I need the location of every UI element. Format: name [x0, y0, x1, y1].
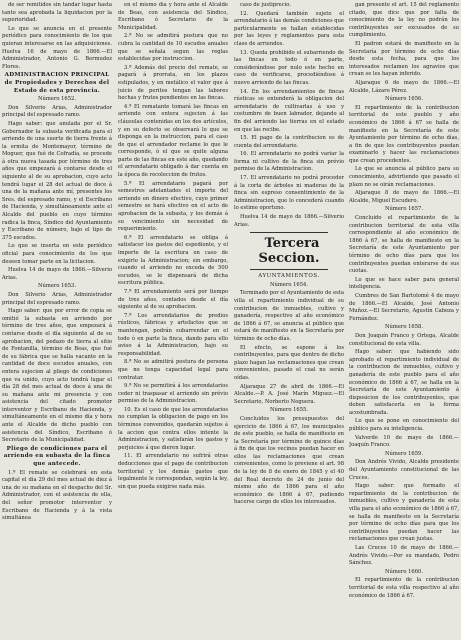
paragraph: caso de justiprecio. [240, 2, 291, 8]
paragraph: 15. El pago de la contribucion es de cuenta del arrendatario. [234, 135, 344, 149]
section-rule [250, 269, 328, 270]
paragraph: Huelva 14 de mayo de 1866.—Silverio Arias. [234, 214, 344, 228]
paragraph: en el mismo día y hora ante el Alcalde de Beas, con asistencia del Síndico, Escribano ó Secretario de la Municipalidad. [118, 2, 228, 31]
column-1 [2, 2, 112, 638]
paragraph: Don Silverio Arias, Administrador principal del espresado ramo. [2, 104, 112, 119]
paragraph: Valverde 10 de mayo de 1866.—Joaquín Franco. [349, 434, 459, 449]
notice-number: Número 1653. [38, 283, 76, 290]
section-title: Tercera Seccion. [258, 236, 320, 267]
notice-number: Número 1659. [385, 450, 423, 457]
paragraph: Terminado por el Ayuntamiento de esta villa el repartimiento individual de su contribucion de inmuebles, cultivo y ganadería, respectivo al año económico de 1866 á 67, se anuncia al público que estará de manifiesto en la Secretaría por término de ocho días. [234, 290, 344, 342]
column-4 [349, 2, 459, 638]
paragraph: 9.ª No se permitirá á los arrendatarios ceder ni traspasar el arriendo sin prévio permiso de la Administracion. [118, 383, 228, 405]
paragraph: 7.ª El arrendamiento será por tiempo de tres años, contados desde el día siguiente al de su aprobacion. [118, 288, 228, 311]
column-3 [234, 2, 344, 638]
notice-number: Número 1652. [38, 96, 76, 103]
paragraph: Lo que se pone en conocimiento del público para su inteligencia. [349, 418, 459, 433]
notice-number: Número 1657. [385, 206, 423, 213]
section-subtitle: AYUNTAMIENTOS. [258, 273, 320, 280]
paragraph: Hago saber: que habiendo sido aprobado el repartimiento individual de la contribucion de inmuebles, cultivo y ganadería de este pueblo para el año económico de 1866 á 67, se halla en la Secretaría de este Ayuntamiento á disposicion de los contribuyentes, que deben satisfacerla en la forma acostumbrada. [349, 349, 459, 416]
paragraph: 14. En los arrendamientos de fincas rústicas se entenderá la obligacion del arrendatario de cultivarlas á uso y costumbre de buen labrador, dejando al fin del arriendo las tierras en el estado en que las recibe. [234, 88, 344, 133]
paragraph: Lo que se inserta en este periódico oficial para conocimiento de los que deseen tomar parte en la licitacion. [2, 243, 112, 265]
paragraph: El repartimiento de la contribucion territorial de este pueblo y año económico de 1866 á 67 se halla de manifiesto en la Secretaría de este Ayuntamiento por término de ocho días, a fin de que los contribuyentes puedan examinarlo y hacer las reclamaciones que crean procedentes. [349, 104, 459, 164]
notice-number: Número 1654. [270, 281, 308, 288]
paragraph: 8.ª No se admitirá postura de persona que no tenga capacidad legal para contratar. [118, 359, 228, 381]
paragraph: El repartimiento de la contribucion territorial de esta villa respectivo al año económico de 1866 á 67. [349, 577, 459, 599]
paragraph: Hago saber: que formado el repartimiento de la contribucion de inmuebles, cultivo y ganadería de esta villa para el año económico de 1866 á 67, se halla de manifiesto en la Secretaría por término de ocho días para que los contribuyentes puedan hacer las reclamaciones que crean justas. [349, 483, 459, 543]
notice-number: Número 1656. [385, 96, 423, 103]
paragraph: 11. El arrendatario no sufrirá otras deducciones que el pago de contribucion territorial y los demás gastos que legalmente le correspondan, según la ley, sin que pueda exigirse nada más. [118, 453, 228, 490]
paragraph: Cumbres de San Bartolomé 4 de mayo de 1866.—El Alcalde, José Antonio Muñoz.—El Secretario, Agustín Cabeza y Fernández. [349, 292, 459, 322]
paragraph: 7.ª Los arrendatarios de predios rústicos, fábricas y artefactos que se mantengan, podrán subarrendar en el todo ó en parte la finca, dando para ello aviso á la Administracion, bajo su responsabilidad. [118, 312, 228, 357]
paragraph: 6.ª El arrendatario se obliga á satisfacer los gastos del espediente, y el importe de la escritura en caso de exigirlo la Administracion; sin embargo, cuando el arriendo no exceda de 500 escudos, se le dispensará de dicha escritura pública. [118, 234, 228, 287]
notice-number: Número 1655. [270, 407, 308, 414]
notice-number: Número 1658. [385, 324, 423, 331]
paragraph: Concluido el repartimiento de la contribucion territorial de esta villa correspondiente al año económico de 1866 á 67, se halla de manifiesto en la Secretaría de este Ayuntamiento por término de ocho días para que los contribuyentes puedan enterarse de sus cuotas. [349, 215, 459, 275]
paragraph: El efecto, se espone á los contribuyentes, para que dentro de dicho plazo hagan las reclamaciones que crean convenientes, pasado el cual no serán oídas. [234, 344, 344, 381]
paragraph: Lo que se hace saber para general inteligencia. [349, 276, 459, 291]
paragraph: 4.ª El rematante tomará las fincas en arriendo con entera sujecion á las cláusulas contenidas en los dos artículos, y en su defecto se observará lo que se disponga en la instruccion, para el caso de que el arrendador reclame lo que le corresponde, ó el que se quite alguna parte de las fincas en este año, quedando el arrendatario obligado á dar cuenta en la época de recoleccion de frutos. [118, 103, 228, 179]
paragraph: Aljaraque 6 de mayo de 1866.—El Alcalde, Lázaro Pérez. [349, 79, 459, 94]
paragraph: Don Joaquín Franco y Ortega, Alcalde constitucional de esta villa. [349, 332, 459, 347]
notice-heading: Pliego de condiciones para el arriendo en subasta de la finca que antecede. [3, 445, 111, 468]
paragraph: 1.ª El remate se celebrará en esta capital el día 29 del mes actual de diez á una de su mañana en el despacho del Sr. Administrador, con el asistencia de ella, del señor promotor interventor y Escribano de Hacienda y á la vista simultánea [2, 469, 112, 522]
paragraph: Huelva 14 de mayo de 1866.—Silverio Arias. [2, 267, 112, 281]
paragraph: Lo que se anuncia al público para su conocimiento, advirtiendo que pasado el plazo no se oirán reclamaciones. [349, 166, 459, 188]
paragraph: El padron estará de manifiesto en la Secretaría por término de ocho días desde esta fecha, para que los interesados reclamen los agravios que crean se les hayan inferido. [349, 40, 459, 78]
notice-number: Número 1660. [385, 568, 423, 575]
section-rule [250, 232, 328, 233]
paragraph: 12. Quedará también sujeto el arrendatario á las demás condiciones que particularmente se hallan establecidas por las leyes y reglamentos para esta clase de arriendos. [234, 10, 344, 47]
paragraph: Don Andrés Vivido, Alcalde presidente del Ayuntamiento constitucional de las Cruces. [349, 459, 459, 481]
paragraph: 17. El arrendatario no podrá proceder á la corta de árboles ni maderas de la finca sin espreso consentimiento de la Administracion, que lo concederá cuando lo estime oportuno. [234, 175, 344, 212]
paragraph: Aljaraque 27 de abril de 1866.—El Alcalde.—P. A. José Marín Miguez.—El Secretario, Norberto Noguera. [234, 383, 344, 405]
notice-heading: ADMINISTRACION PRINCIPAL de Propiedades y Derechos del Estado de esta provincia. [4, 72, 110, 94]
paragraph: 16. El arrendatario no podrá variar la forma ni cultivo de la finca sin prévio permiso de la Administracion. [234, 151, 344, 173]
column-2 [118, 2, 228, 638]
paragraph: Concluidos los presupuestos del ejercicio de 1866 á 67, los municipales de este pueblo, se halla de manifiesto en la Secretaría por término de quince días á fin de que los vecinos puedan hacer en ellos las reclamaciones que crean convenientes, como lo previene el art. 98 de la ley de 8 de enero de 1845 y el 40 del Real decreto de 24 de junio del mismo año de 1866 para el año económico de 1866 á 67, pudiendo hacerse cargo de ellos los interesados. [234, 415, 344, 506]
paragraph: Aljaraque 8 de mayo de 1866.—El Alcalde, Miguel Escudero. [349, 190, 459, 204]
paragraph: de ser remitidos sin tandar lugar hasta tanto sea aprobada la liquidacion por la superioridad. [2, 2, 112, 24]
paragraph: Hago saber: que por error de copia se omitió la subasta en arriendo por término de tres años, que empezará á contarse desde el día siguiente al de su aprobacion, del pedazo de tierra al sitio de Fontanilla, término de Beas, que fué de su fábrica que se halla vacante en la cantidad de doce escudos anuales, con entera sujecion al pliego de condiciones que va unido, cuyo acto tendrá lugar el día 28 del mes actual de doce á una de su mañana ante mi presencia y con asistencia del citado promotor interventor y Escribano de Hacienda, y simultáneamente en el mismo día y hora ante el Alcalde de dicho pueblo con asistencia del Síndico, Escribano ó Secretario de la Municipalidad. [2, 308, 112, 444]
paragraph: 2.ª No se admitirá postura que no cubra la cantidad de 10 escudos anuales que se señala segun las reglas establecidas por instruccion. [118, 33, 228, 63]
paragraph: Don Silverio Arias, Administrador principal del espresado ramo. [2, 291, 112, 306]
paragraph: 5.ª El arrendatario pagará por semestres adelantados el importe del arriendo en dinero efectivo, cuyo primer semestre se hará efectivo en el acto de aprobacion de la subasta, y los demás á su vencimiento sin necesidad de requerimiento. [118, 180, 228, 233]
paragraph: 13. Queda prohibido el subarriendo de las fincas en todo ó en parte, considerándose por nulo este hecho en caso de verificarse, procediéndose á nuevo arriendo de las fincas. [234, 49, 344, 86]
paragraph: Lo que se anuncia en el presente periódico para conocimiento de los que quieran interesarse en las adquisiciones. Huelva 16 de mayo de 1866.—El Administrador, Antonio G. Bermudez Flores. [2, 25, 112, 70]
paragraph: Las Cruces 10 de mayo de 1866.—Andrés Vivido.—Por su mandado, Pedro Sánchez. [349, 544, 459, 567]
paragraph: 3.ª Además del precio del remate, se pagará á prorrata, en los plazos estipulados, y en metálico el valor que á juicio de peritos tengan las labores hechas y frutos pendientes en las fincas. [118, 64, 228, 102]
paragraph: gan presente el art. 15 del reglamento citado, que dice que por falta de conocimiento de la ley no podrán los contribuyentes ser excusados de su cumplimiento. [349, 2, 459, 39]
paragraph: 10. Es el caso de que los arrendatarios no cumplan la obligacion de pago en los términos convenidos, quedarán sujetos á la accion que contra ellos intente la Administracion, y satisfarán los gastos y perjuicios á que dieren lugar. [118, 406, 228, 451]
paragraph: Hago saber: que anulada por el Sr. Gobernador la subasta verificada para el arriendo de una suerte de tierra frente á la ermita de Montemayor, término de Moguer, que fué de Cofradía, se procede á otra nueva tasada por término de tres años que empezará á contarse desde el siguiente al de su aprobacion, cuyo acto tendrá lugar el 28 del actual de doce á una de la mañana ante mí, presentes los Sres. del espresado ramo, y el Escribano de Hacienda, y simultáneamente ante el Alcalde del pueblo en cuyo término radica la finca, Síndico del Ayuntamiento y Escribano de número, bajo el tipo de 375 escudos. [2, 120, 112, 241]
